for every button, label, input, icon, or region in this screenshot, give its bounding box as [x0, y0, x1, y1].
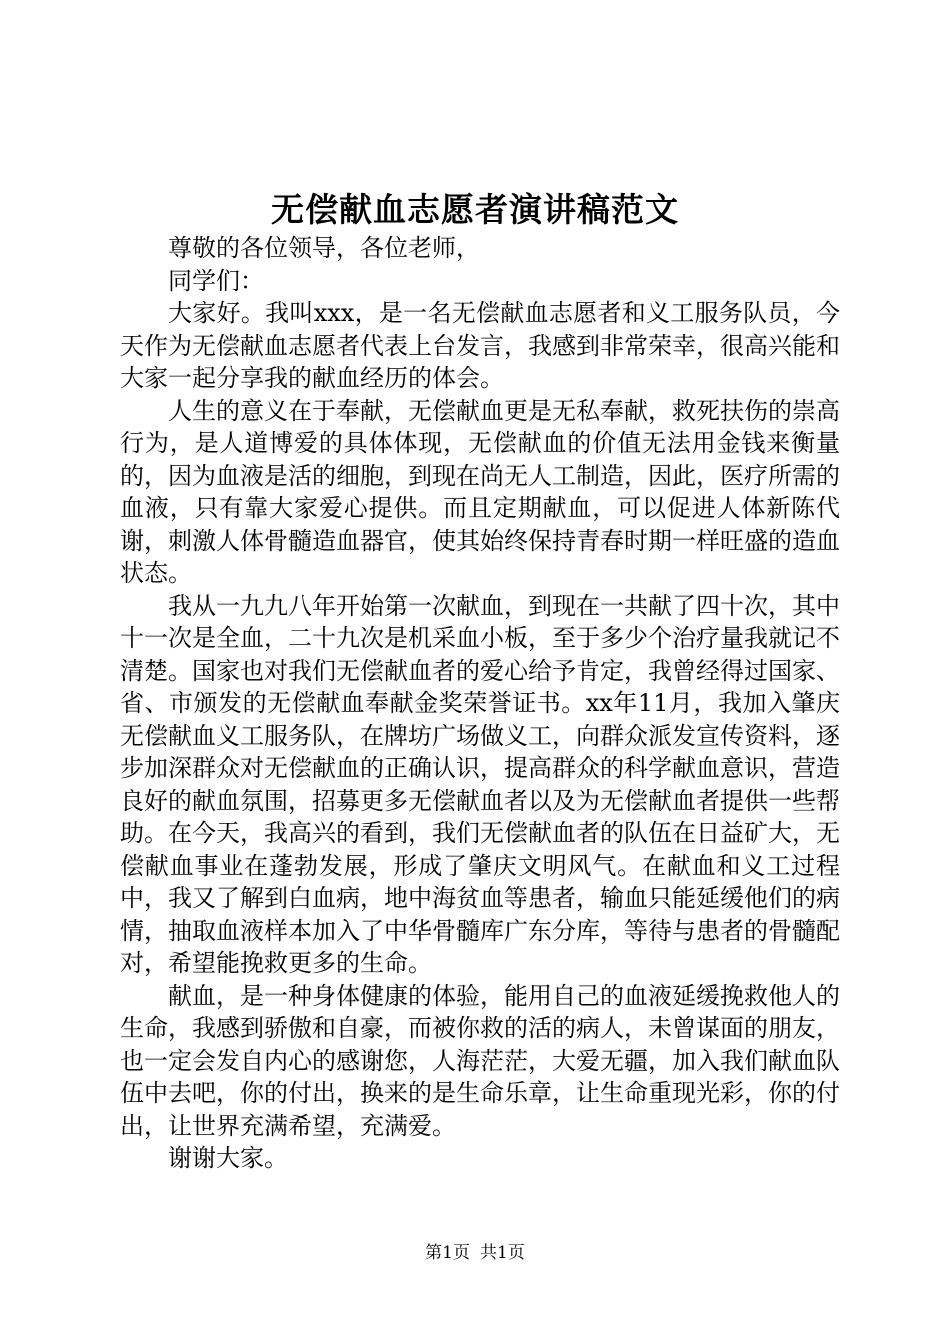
page-number: 第1页	[425, 1243, 470, 1263]
salutation-line-2: 同学们：	[168, 266, 264, 295]
paragraph-introduction: 大家好。我叫xxx，是一名无偿献血志愿者和义工服务队员，今天作为无偿献血志愿者代表上台发言，我感到非常荣幸，很高兴能和大家一起分享我的献血经历的体会。	[120, 299, 840, 392]
document-body	[120, 232, 840, 1175]
page-footer	[0, 1241, 950, 1265]
document-title: 无偿献血志愿者演讲稿范文	[271, 190, 679, 229]
closing-thanks: 谢谢大家。	[168, 1144, 288, 1172]
paragraph-experience: 我从一九九八年开始第一次献血，到现在一共献了四十次，其中十一次是全血，二十九次是机采血小板，至于多少个治疗量我就记不清楚。国家也对我们无偿献血者的爱心给予肯定，我曾经得过国家、省、市颁发的无偿献血奉献金奖荣誉证书。xx年11月，我加入肇庆无偿献血义工服务队，在牌坊广场做义工，向群众派发宣传资料，逐步加深群众对无偿献血的正确认识，提高群众的科学献血意识，营造良好的献血氛围，招募更多无偿献血者以及为无偿献血者提供一些帮助。在今天，我高兴的看到，我们无偿献血者的队伍在日益矿大，无偿献血事业在蓬勃发展，形成了肇庆文明风气。在献血和义工过程中，我又了解到白血病，地中海贫血等患者，输血只能延缓他们的病情，抽取血液样本加入了中华骨髓库广东分库，等待与患者的骨髓配对，希望能挽救更多的生命。	[120, 591, 840, 977]
paragraph-meaning: 人生的意义在于奉献，无偿献血更是无私奉献，救死扶伤的崇高行为，是人道博爱的具体体现，无偿献血的价值无法用金钱来衡量的，因为血液是活的细胞，到现在尚无人工制造，因此，医疗所需的血液，只有靠大家爱心提供。而且定期献血，可以促进人体新陈代谢，刺激人体骨髓造血器官，使其始终保持青春时期一样旺盛的造血状态。	[120, 396, 840, 587]
paragraph-conclusion: 献血，是一种身体健康的体验，能用自己的血液延缓挽救他人的生命，我感到骄傲和自豪，而被你救的活的病人，未曾谋面的朋友，也一定会发自内心的感谢您，人海茫茫，大爱无疆，加入我们献血队伍中去吧，你的付出，换来的是生命乐章，让生命重现光彩，你的付出，让世界充满希望，充满爱。	[120, 981, 840, 1140]
page-total: 共1页	[480, 1243, 525, 1263]
salutation-line-1: 尊敬的各位领导，各位老师，	[168, 234, 480, 262]
